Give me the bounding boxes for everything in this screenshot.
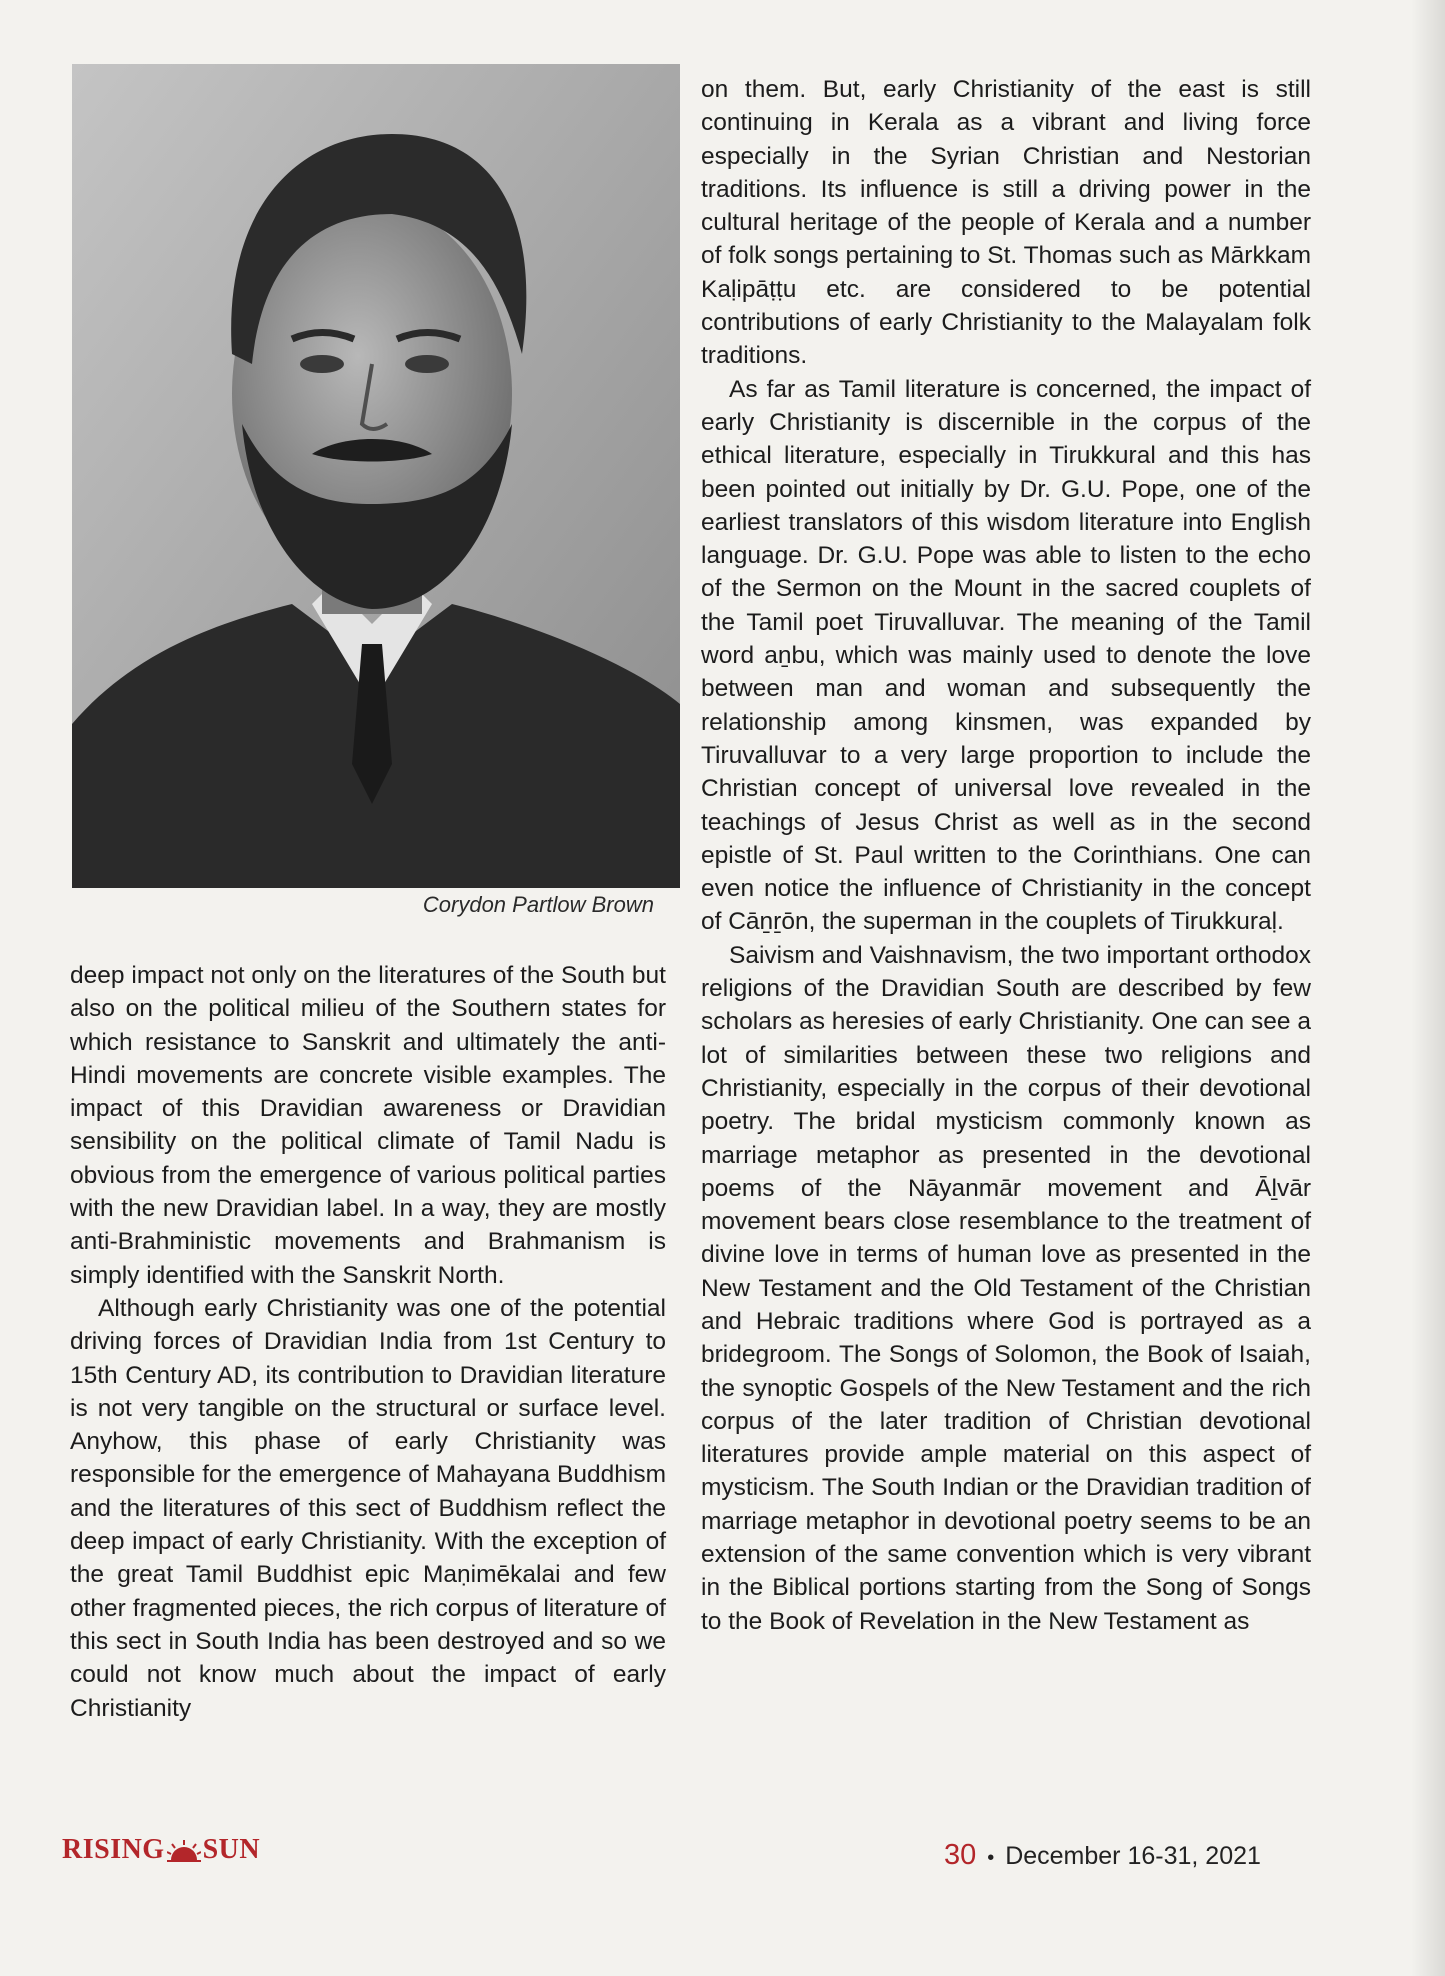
right-text-column	[701, 73, 1311, 1638]
photo-caption: Corydon Partlow Brown	[422, 892, 654, 917]
portrait-photo	[72, 64, 680, 888]
rising-sun-icon	[167, 1838, 201, 1862]
paragraph: on them. But, early Christianity of the east is still continuing in Kerala as a vibrant and living force especially in the Syrian Christian and Nestorian traditions. Its influence is still a driving power in the cultural heritage of the people of Kerala and a number of folk songs pertaining to St. Thomas such as Mārkkam Kaḷipāṭṭu etc. are considered to be potential contributions of early Christianity to the Malayalam folk traditions.	[701, 76, 1311, 370]
paragraph: As far as Tamil literature is concerned, the impact of early Christianity is discernible in the corpus of the ethical literature, especially in Tirukkural and this has been pointed out initially by Dr. G.U. Pope, one of the earliest translators of this wisdom literature into English language. Dr. G.U. Pope was able to listen to the echo of the Sermon on the Mount in the sacred couplets of the Tamil poet Tiruvalluvar. The meaning of the Tamil word aṉbu, which was mainly used to denote the love between man and woman and subsequently the relationship among kinsmen, was expanded by Tiruvalluvar to a very large proportion to include the Christian concept of universal love revealed in the teachings of Jesus Christ as well as in the second epistle of St. Paul written to the Corinthians. One can even notice the influence of Christianity in the concept of Cāṉṟōn, the superman in the couplets of Tirukkuraḷ.	[701, 375, 1311, 936]
magazine-logo	[62, 1832, 260, 1868]
left-text-column	[70, 959, 666, 1725]
portrait-illustration	[72, 64, 680, 888]
page-number: 30	[944, 1839, 977, 1871]
paragraph: Although early Christianity was one of the potential driving forces of Dravidian India from 1st Century to 15th Century AD, its contribution to Dravidian literature is not very tangible on the structural or surface level. Anyhow, this phase of early Christianity was responsible for the emergence of Mahayana Buddhism and the literatures of this sect of Buddhism reflect the deep impact of early Christianity. With the exception of the great Tamil Buddhist epic Maṇimēkalai and few other fragmented pieces, the rich corpus of literature of this sect in South India has been destroyed and so we could not know much about the impact of early Christianity	[70, 1294, 666, 1722]
issue-date: December 16-31, 2021	[1005, 1842, 1261, 1870]
page-footer	[944, 1839, 1304, 1872]
page-edge-shadow	[1411, 0, 1445, 1976]
paragraph: deep impact not only on the literatures of the South but also on the political milieu of the Southern states for which resistance to Sanskrit and ultimately the anti-Hindi movements are concrete visible examples. The impact of this Dravidian awareness or Dravidian sensibility on the political climate of Tamil Nadu is obvious from the emergence of various political parties with the new Dravidian label. In a way, they are mostly anti-Brahministic movements and Brahmanism is simply identified with the Sanskrit North.	[70, 962, 666, 1289]
paragraph: Saivism and Vaishnavism, the two important orthodox religions of the Dravidian South are described by few scholars as heresies of early Christianity. One can see a lot of similarities between these two religions and Christianity, especially in the corpus of their devotional poetry. The bridal mysticism commonly known as marriage metaphor as presented in the devotional poems of the Nāyanmār movement and Āḻvār movement bears close resemblance to the treatment of divine love in terms of human love as presented in the New Testament and the Old Testament of the Christian and Hebraic traditions where God is portrayed as a bridegroom. The Songs of Solomon, the Book of Isaiah, the synoptic Gospels of the New Testament and the rich corpus of the later tradition of Christian devotional literatures provide ample material on this aspect of mysticism. The South Indian or the Dravidian tradition of marriage metaphor in devotional poetry seems to be an extension of the same convention which is very vibrant in the Biblical portions starting from the Song of Songs to the Book of Revelation in the New Testament as	[701, 941, 1311, 1635]
logo-word-sun: SUN	[202, 1834, 261, 1865]
separator-dot: •	[987, 1847, 995, 1869]
logo-word-rising: RISING	[62, 1834, 165, 1865]
